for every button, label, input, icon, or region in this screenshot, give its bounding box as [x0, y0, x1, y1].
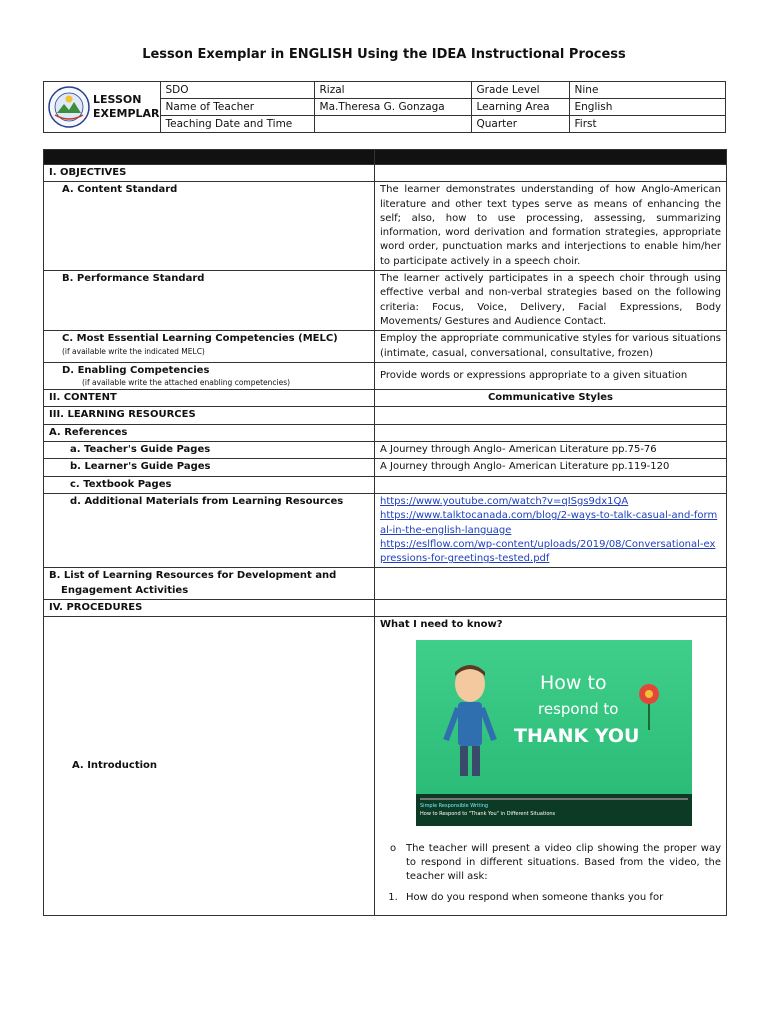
deped-seal-icon — [47, 85, 91, 129]
enabling-label: D. Enabling Competencies — [62, 364, 210, 376]
sdo-label: SDO — [160, 82, 314, 99]
table-row — [44, 182, 727, 271]
video-caption: How to Respond to "Thank You" in Different Situations — [420, 811, 556, 818]
teacher-value: Ma.Theresa G. Gonzaga — [314, 99, 471, 116]
video-title-line3: THANK YOU — [514, 724, 640, 747]
procedures-heading: IV. PROCEDURES — [44, 600, 375, 617]
video-title-line2: respond to — [538, 699, 619, 718]
list-resources-cell — [44, 568, 375, 600]
table-row — [44, 493, 727, 567]
question-text: How do you respond when someone thanks you for — [406, 891, 664, 903]
table-header-bar — [44, 150, 727, 165]
table-row — [44, 390, 727, 407]
resources-heading: III. LEARNING RESOURCES — [44, 407, 375, 424]
table-row — [44, 362, 727, 389]
bullet-marker: o — [389, 842, 397, 854]
table-row — [44, 568, 727, 600]
what-i-need-to-know-heading: What I need to know? — [380, 619, 503, 631]
header-table — [43, 81, 726, 133]
table-row — [44, 600, 727, 617]
quarter-label: Quarter — [471, 116, 569, 133]
table-row — [44, 424, 727, 441]
melc-text: Employ the appropriate communicative styles for various situations (intimate, casual, conversational, consultative, frozen) — [375, 331, 727, 363]
eslflow-link[interactable]: https://eslflow.com/wp-content/uploads/2019/08/Conversational-expressions-for-greetings-tested.pdf — [380, 538, 716, 565]
question-1 — [380, 891, 721, 905]
table-row — [44, 271, 727, 331]
table-row — [44, 331, 727, 363]
teacher-instruction-bullet — [380, 842, 721, 885]
date-label: Teaching Date and Time — [160, 116, 314, 133]
question-number: 1. — [388, 891, 398, 903]
video-channel: Simple Responsible Writing — [420, 803, 489, 810]
area-label: Learning Area — [471, 99, 569, 116]
performance-standard-label: B. Performance Standard — [44, 271, 375, 331]
melc-cell — [44, 331, 375, 363]
additional-materials-label: d. Additional Materials from Learning Resources — [44, 493, 375, 567]
content-heading: II. CONTENT — [44, 390, 375, 407]
table-row — [44, 165, 727, 182]
melc-label: C. Most Essential Learning Competencies (MELC) — [62, 333, 338, 345]
table-row — [44, 476, 727, 493]
learners-guide-value: A Journey through Anglo- American Literature pp.119-120 — [375, 459, 727, 476]
textbook-label: c. Textbook Pages — [44, 476, 375, 493]
table-row — [44, 442, 727, 459]
bullet-text: The teacher will present a video clip showing the proper way to respond in different situations. Based from the video, the teacher will ask: — [406, 842, 721, 883]
performance-standard-text: The learner actively participates in a speech choir through using effective verbal and non-verbal strategies based on the following criteria: Focus, Voice, Delivery, Facial Expressions, Body Movements/ Gestures and Audience Contact. — [375, 271, 727, 331]
area-value: English — [569, 99, 725, 116]
video-thumbnail[interactable] — [416, 640, 692, 826]
talktocanada-link[interactable]: https://www.talktocanada.com/blog/2-ways-to-talk-casual-and-formal-in-the-english-language — [380, 510, 718, 536]
table-row — [44, 407, 727, 424]
learners-guide-label: b. Learner's Guide Pages — [44, 459, 375, 476]
introduction-content — [375, 617, 727, 916]
sdo-value: Rizal — [314, 82, 471, 99]
grade-value: Nine — [569, 82, 725, 99]
references-label: A. References — [44, 424, 375, 441]
video-title-line1: How to — [540, 671, 607, 694]
additional-materials-links — [375, 493, 727, 567]
list-resources-label-1: B. List of Learning Resources for Development and — [49, 570, 337, 582]
table-row — [44, 459, 727, 476]
quarter-value: First — [569, 116, 725, 133]
document-title: Lesson Exemplar in ENGLISH Using the IDEA Instructional Process — [142, 47, 626, 62]
youtube-link[interactable]: https://www.youtube.com/watch?v=qISgs9dx1QA — [380, 495, 629, 507]
lesson-table — [43, 149, 727, 916]
melc-note: (if available write the indicated MELC) — [62, 346, 205, 356]
date-value — [314, 116, 471, 133]
teachers-guide-value: A Journey through Anglo- American Literature pp.75-76 — [375, 442, 727, 459]
content-value: Communicative Styles — [375, 390, 727, 407]
teacher-label: Name of Teacher — [160, 99, 314, 116]
content-standard-label: A. Content Standard — [44, 182, 375, 271]
objectives-heading: I. OBJECTIVES — [44, 165, 375, 182]
enabling-text: Provide words or expressions appropriate to a given situation — [375, 362, 727, 389]
table-row — [44, 617, 727, 916]
enabling-note: (if available write the attached enabling competencies) — [82, 378, 291, 388]
cartoon-man-icon — [440, 662, 500, 782]
grade-label: Grade Level — [471, 82, 569, 99]
content-standard-text: The learner demonstrates understanding of how Anglo-American literature and other text types serve as means of enhancing the self; also, how to use processing, assessing, summarizing information, word derivation and formation strategies, appropriate word order, punctuation marks and interjections to enable him/her to participate actively in a speech choir. — [375, 182, 727, 271]
teachers-guide-label: a. Teacher's Guide Pages — [44, 442, 375, 459]
logo-text-exemplar: EXEMPLAR — [93, 107, 160, 120]
introduction-label: A. Introduction — [44, 617, 375, 916]
logo-text-lesson: LESSON — [93, 93, 142, 106]
logo-cell — [44, 82, 161, 133]
enabling-cell — [44, 362, 375, 389]
textbook-value — [375, 476, 727, 493]
list-resources-label-2: Engagement Activities — [61, 584, 189, 596]
